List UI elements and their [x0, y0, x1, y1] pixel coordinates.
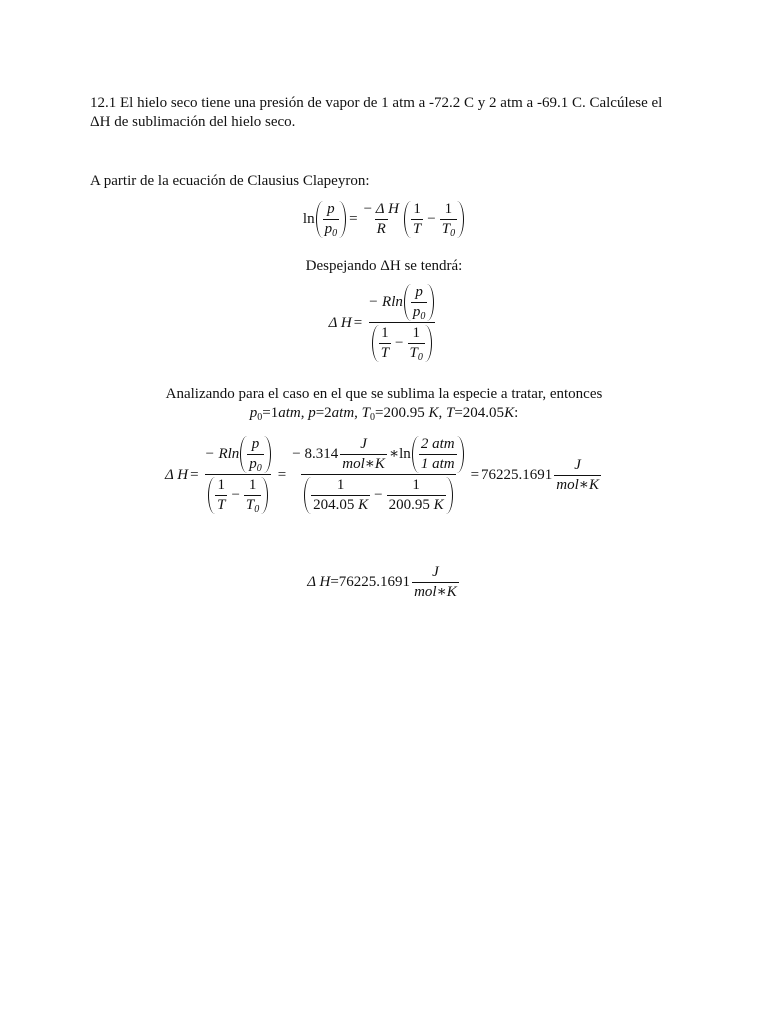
delta-h-label: Δ H	[328, 314, 352, 331]
solved-numerator: − Rln $\frac{p}{p_0}$	[366, 284, 437, 322]
numerator-neg-delta-h: − Δ H	[363, 201, 399, 217]
intro-text: A partir de la ecuación de Clausius Clapeyron:	[90, 173, 370, 189]
one-over-t0-fraction: $\frac{1}{T_0}$	[441, 201, 456, 239]
despejando-text: Despejando ΔH se tendrá:	[305, 258, 463, 274]
one-over-t-fraction: $\frac{1}{T}$	[412, 201, 422, 237]
final-result: Δ H =76225.1691 $\frac{J}{\text{mol∗K}}$	[307, 564, 457, 600]
numerator-p: p	[327, 201, 335, 217]
p-over-p0-fraction	[323, 201, 340, 238]
equals-sign: =	[349, 211, 358, 227]
denominator-r: R	[376, 221, 386, 237]
ratio-paren	[316, 201, 347, 238]
solved-fraction	[366, 284, 437, 362]
clapeyron-equation	[0, 201, 768, 238]
final-units: $\frac{J}{\text{mol∗K}}$	[414, 564, 457, 600]
solved-equation: Δ H = − Rln $\frac{p}{p_0}$ $\frac{1}{T}$ − $\frac{1}{T_0}$	[0, 284, 768, 362]
given-values: $p_0=1atm$, p=2atm, $T_0=200.95$ K, T=204.05K:	[249, 405, 519, 423]
ln-label: ln	[302, 211, 315, 227]
numeric-denominator: $\frac{1}{204.05 K}$ − $\frac{1}{200.95 K}$	[301, 474, 456, 514]
problem-line-2: ΔH de sublimación del hielo seco.	[90, 114, 296, 130]
result-value: 76225.1691	[481, 466, 553, 483]
analysis-text: Analizando para el caso en el que se sublima la especie a tratar, entonces	[165, 386, 603, 402]
numeric-numerator: − 8.314 $\frac{J}{\text{mol∗K}}$ ∗ln $\frac{\text{2 atm}}{\text{1 atm}}$	[290, 436, 466, 474]
result-units: $\frac{J}{\text{mol∗K}}$	[556, 456, 599, 493]
problem-statement	[90, 94, 680, 132]
calculation-equation: Δ H = − Rln $\frac{p}{p_0}$ $\frac{1}{T}$ − $\frac{1}{T_0}$ = − 8.314 $\frac{J}{\text{mol∗K}}$ ∗ln $\frac{\text{2 atm}}{\text{1 atm}}$ $\frac{1}{204.05 K}$ − $\frac{1}{200.95 K}$ = 76225.1691 $\frac{J}{\text{mol∗K}}$	[165, 436, 599, 515]
delta-h-over-r-fraction	[362, 201, 401, 238]
solved-denominator: $\frac{1}{T}$ − $\frac{1}{T_0}$	[369, 322, 435, 362]
problem-line-1: 12.1 El hielo seco tiene una presión de vapor de 1 atm a -72.2 C y 2 atm a -69.1 C. Calcúlese el	[90, 95, 663, 111]
temperature-paren: $\frac{1}{T}$ − $\frac{1}{T_0}$	[404, 201, 464, 238]
symbolic-fraction: − Rln $\frac{p}{p_0}$ $\frac{1}{T}$ − $\frac{1}{T_0}$	[203, 436, 274, 514]
delta-h-label: Δ H	[165, 466, 189, 483]
numeric-fraction	[290, 436, 466, 514]
p-over-p0-fraction: $\frac{p}{p_0}$	[412, 284, 426, 322]
denominator-p0: $p_0$	[324, 221, 338, 239]
